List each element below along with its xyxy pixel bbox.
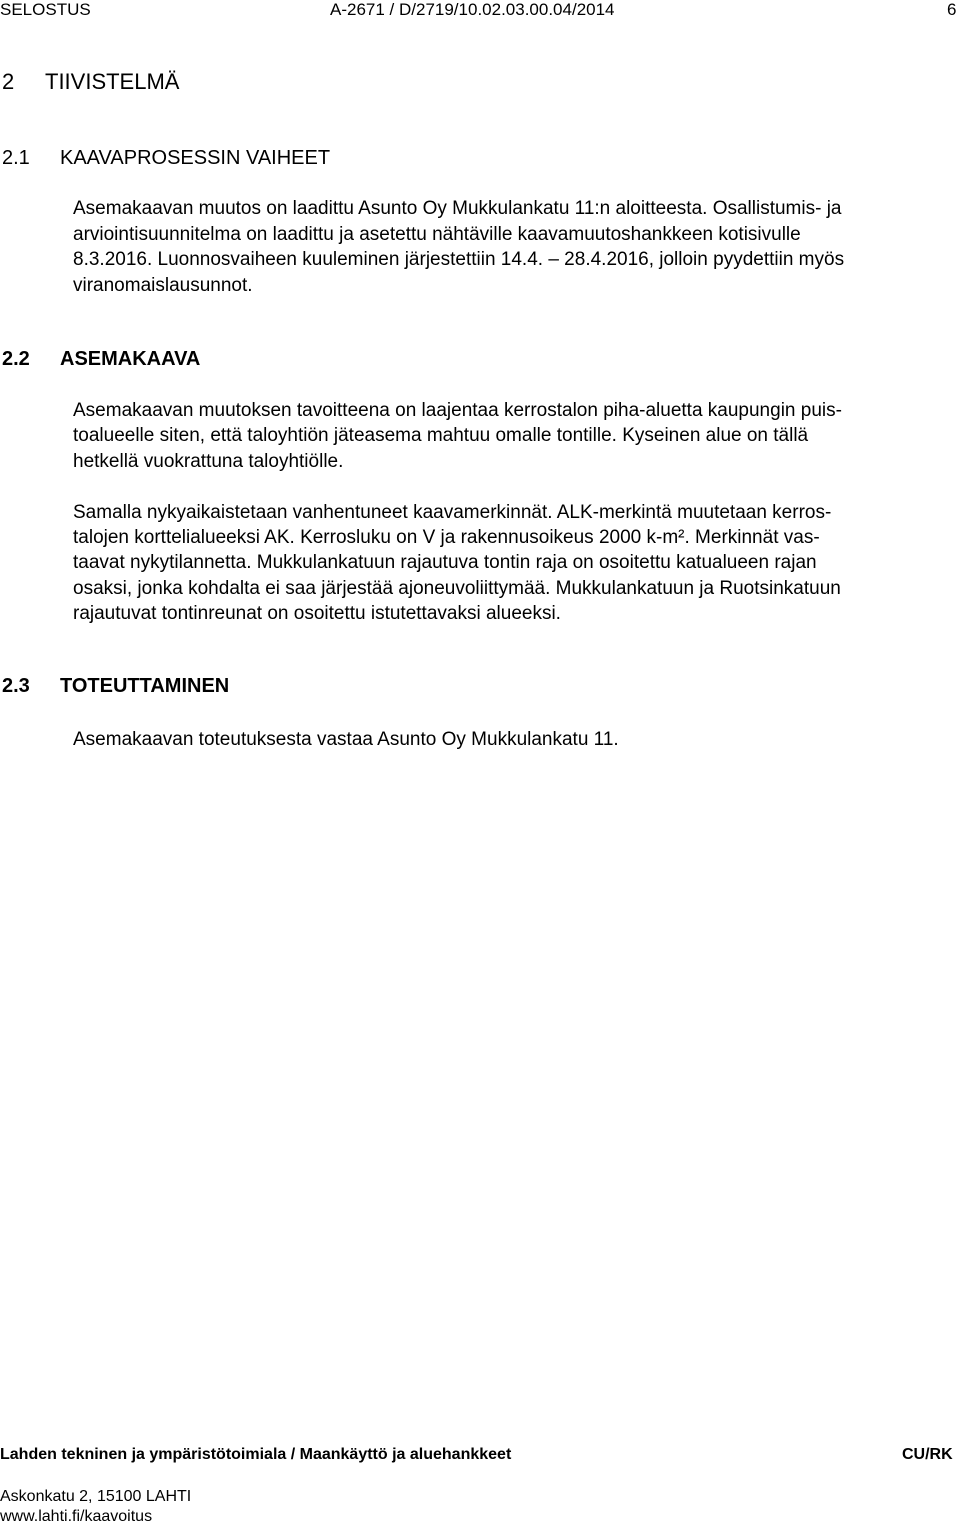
- section-2-2-paragraph-1-line: hetkellä vuokrattuna taloyhtiölle.: [73, 451, 344, 472]
- document-reference-number: A-2671 / D/2719/10.02.03.00.04/2014: [330, 0, 615, 19]
- document-type-label: SELOSTUS: [0, 0, 91, 19]
- section-2-1-text-line: 8.3.2016. Luonnosvaiheen kuuleminen järjestettiin 14.4. – 28.4.2016, jolloin pyydettiin myös: [73, 249, 845, 270]
- section-2-2-number: 2.2: [2, 348, 30, 370]
- footer-organization: Lahden tekninen ja ympäristötoimiala / Maankäyttö ja aluehankkeet: [0, 1446, 512, 1463]
- section-2-2-paragraph-2-line: osaksi, jonka kohdalta ei saa järjestää ajoneuvoliittymää. Mukkulankatuun ja Ruotsinkatuun: [73, 578, 841, 599]
- section-2-1-number: 2.1: [2, 147, 30, 169]
- section-2-number: 2: [2, 69, 15, 94]
- footer-address: Askonkatu 2, 15100 LAHTI: [0, 1488, 192, 1505]
- section-2-3-text-line: Asemakaavan toteutuksesta vastaa Asunto Oy Mukkulankatu 11.: [73, 729, 619, 750]
- section-2-1-title: KAAVAPROSESSIN VAIHEET: [60, 147, 331, 169]
- section-2-3-title: TOTEUTTAMINEN: [60, 675, 230, 697]
- section-2-1-text-line: Asemakaavan muutos on laadittu Asunto Oy Mukkulankatu 11:n aloitteesta. Osallistumis- ja: [73, 198, 842, 219]
- page-number: 6: [947, 0, 957, 19]
- section-2-title: TIIVISTELMÄ: [45, 69, 180, 94]
- section-2-1-text-line: viranomaislausunnot.: [73, 275, 253, 296]
- section-2-2-paragraph-2-line: rajautuvat tontinreunat on osoitettu istutettavaksi alueeksi.: [73, 603, 561, 624]
- section-2-2-paragraph-2-line: Samalla nykyaikaistetaan vanhentuneet kaavamerkinnät. ALK-merkintä muutetaan kerros-: [73, 502, 832, 523]
- footer-author-initials: CU/RK: [902, 1446, 953, 1463]
- footer-website-link[interactable]: www.lahti.fi/kaavoitus: [0, 1508, 153, 1525]
- section-2-2-title: ASEMAKAAVA: [60, 348, 201, 370]
- section-2-2-paragraph-2-line: taavat nykytilannetta. Mukkulankatuun rajautuva tontin raja on osoitettu katualueen rajan: [73, 552, 817, 573]
- section-2-2-paragraph-1-line: toalueelle siten, että taloyhtiön jäteasema mahtuu omalle tontille. Kyseinen alue on tällä: [73, 425, 809, 446]
- section-2-2-paragraph-2-line: talojen korttelialueeksi AK. Kerrosluku on V ja rakennusoikeus 2000 k-m². Merkinnät vas-: [73, 527, 820, 548]
- section-2-1-text-line: arviointisuunnitelma on laadittu ja asetettu nähtäville kaavamuutoshankkeen kotisivulle: [73, 224, 801, 245]
- section-2-3-number: 2.3: [2, 675, 30, 697]
- section-2-2-paragraph-1-line: Asemakaavan muutoksen tavoitteena on laajentaa kerrostalon piha-aluetta kaupungin puis-: [73, 400, 842, 421]
